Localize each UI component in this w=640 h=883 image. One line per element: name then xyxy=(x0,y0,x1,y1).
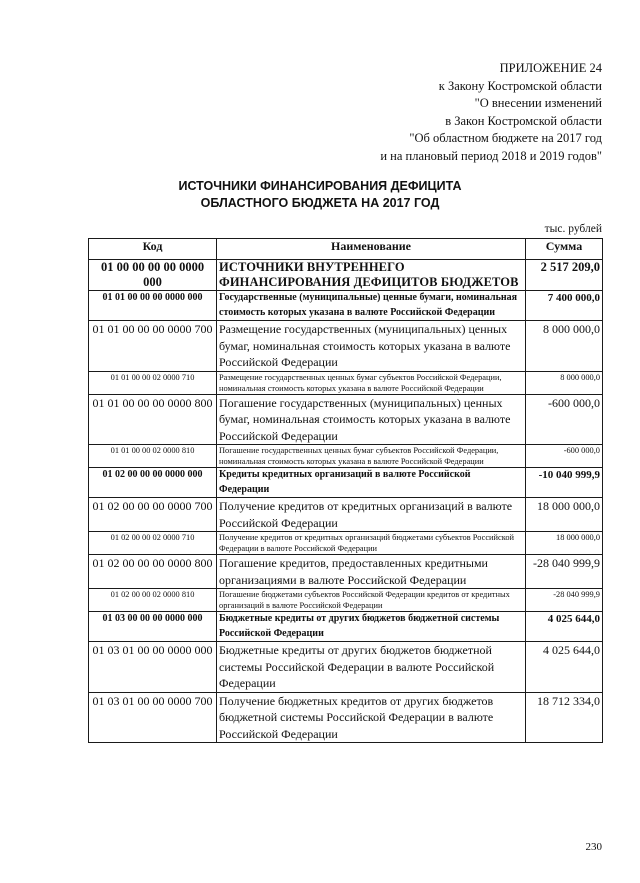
table-row xyxy=(89,692,603,743)
row-code: 01 03 01 00 00 0000 000 xyxy=(89,642,217,693)
table-header-row xyxy=(89,239,603,260)
row-amount: -28 040 999,9 xyxy=(526,555,603,589)
row-name: Размещение государственных (муниципальных) ценных бумаг, номинальная стоимость которых указана в валюте Российской Федерации xyxy=(217,321,526,372)
row-amount: 8 000 000,0 xyxy=(526,321,603,372)
header-line: "Об областном бюджете на 2017 год xyxy=(409,131,602,145)
title-line-1: ИСТОЧНИКИ ФИНАНСИРОВАНИЯ ДЕФИЦИТА xyxy=(178,179,462,193)
table-row xyxy=(89,260,603,291)
row-code: 01 02 00 00 02 0000 710 xyxy=(89,532,217,555)
row-name: Погашение государственных (муниципальных) ценных бумаг, номинальная стоимость которых указана в валюте Российской Федерации xyxy=(217,394,526,445)
document-title xyxy=(0,178,640,211)
row-name: ИСТОЧНИКИ ВНУТРЕННЕГО ФИНАНСИРОВАНИЯ ДЕФИЦИТОВ БЮДЖЕТОВ xyxy=(217,260,526,291)
table-row xyxy=(89,394,603,445)
table-row xyxy=(89,532,603,555)
table-row xyxy=(89,468,603,498)
unit-note: тыс. рублей xyxy=(544,223,602,235)
row-name: Получение бюджетных кредитов от других бюджетов бюджетной системы Российской Федерации в валюте Российской Федерации xyxy=(217,692,526,743)
row-code: 01 01 00 00 00 0000 800 xyxy=(89,394,217,445)
row-name: Размещение государственных ценных бумаг субъектов Российской Федерации, номинальная стоимость которых указана в валюте Российской Федерации xyxy=(217,371,526,394)
column-header-name: Наименование xyxy=(217,239,526,260)
row-name: Бюджетные кредиты от других бюджетов бюджетной системы Российской Федерации в валюте Российской Федерации xyxy=(217,642,526,693)
column-header-amount: Сумма xyxy=(526,239,603,260)
row-amount: 18 000 000,0 xyxy=(526,532,603,555)
header-line: "О внесении изменений xyxy=(474,96,602,110)
table-row xyxy=(89,371,603,394)
table-row xyxy=(89,555,603,589)
row-amount: 4 025 644,0 xyxy=(526,612,603,642)
row-amount: 8 000 000,0 xyxy=(526,371,603,394)
table-row xyxy=(89,321,603,372)
row-amount: -10 040 999,9 xyxy=(526,468,603,498)
header-line: к Закону Костромской области xyxy=(438,78,602,93)
row-amount: 2 517 209,0 xyxy=(526,260,603,291)
row-name: Бюджетные кредиты от других бюджетов бюджетной системы Российской Федерации xyxy=(217,612,526,642)
row-name: Погашение государственных ценных бумаг субъектов Российской Федерации, номинальная стоимость которых указана в валюте Российской Федерации xyxy=(217,445,526,468)
table-row xyxy=(89,612,603,642)
row-code: 01 03 01 00 00 0000 700 xyxy=(89,692,217,743)
row-code: 01 00 00 00 00 0000 000 xyxy=(89,260,217,291)
row-code: 01 02 00 00 02 0000 810 xyxy=(89,589,217,612)
page-number: 230 xyxy=(585,841,602,853)
row-code: 01 01 00 00 00 0000 000 xyxy=(89,291,217,321)
row-name: Получение кредитов от кредитных организаций бюджетами субъектов Российской Федерации в валюте Российской Федерации xyxy=(217,532,526,555)
row-amount: -600 000,0 xyxy=(526,445,603,468)
row-name: Государственные (муниципальные) ценные бумаги, номинальная стоимость которых указана в валюте Российской Федерации xyxy=(217,291,526,321)
title-line-2: ОБЛАСТНОГО БЮДЖЕТА НА 2017 ГОД xyxy=(200,195,440,210)
table-row xyxy=(89,445,603,468)
row-amount: -600 000,0 xyxy=(526,394,603,445)
row-amount: 18 712 334,0 xyxy=(526,692,603,743)
budget-sources-table xyxy=(88,238,603,743)
row-amount: -28 040 999,9 xyxy=(526,589,603,612)
row-code: 01 02 00 00 00 0000 800 xyxy=(89,555,217,589)
row-code: 01 01 00 00 02 0000 810 xyxy=(89,445,217,468)
table-body xyxy=(89,260,603,743)
row-name: Получение кредитов от кредитных организаций в валюте Российской Федерации xyxy=(217,498,526,532)
row-name: Погашение кредитов, предоставленных кредитными организациями в валюте Российской Федерации xyxy=(217,555,526,589)
row-name: Погашение бюджетами субъектов Российской Федерации кредитов от кредитных организаций в валюте Российской Федерации xyxy=(217,589,526,612)
row-amount: 18 000 000,0 xyxy=(526,498,603,532)
table-row xyxy=(89,589,603,612)
header-line: и на плановый период 2018 и 2019 годов" xyxy=(380,148,602,163)
header-line: в Закон Костромской области xyxy=(445,113,602,128)
appendix-header xyxy=(380,60,602,165)
column-header-code: Код xyxy=(89,239,217,260)
row-amount: 7 400 000,0 xyxy=(526,291,603,321)
row-code: 01 01 00 00 00 0000 700 xyxy=(89,321,217,372)
row-code: 01 01 00 00 02 0000 710 xyxy=(89,371,217,394)
row-code: 01 03 00 00 00 0000 000 xyxy=(89,612,217,642)
row-name: Кредиты кредитных организаций в валюте Российской Федерации xyxy=(217,468,526,498)
row-amount: 4 025 644,0 xyxy=(526,642,603,693)
row-code: 01 02 00 00 00 0000 000 xyxy=(89,468,217,498)
row-code: 01 02 00 00 00 0000 700 xyxy=(89,498,217,532)
table-row xyxy=(89,498,603,532)
header-line: ПРИЛОЖЕНИЕ 24 xyxy=(499,61,602,75)
table-row xyxy=(89,642,603,693)
table-row xyxy=(89,291,603,321)
